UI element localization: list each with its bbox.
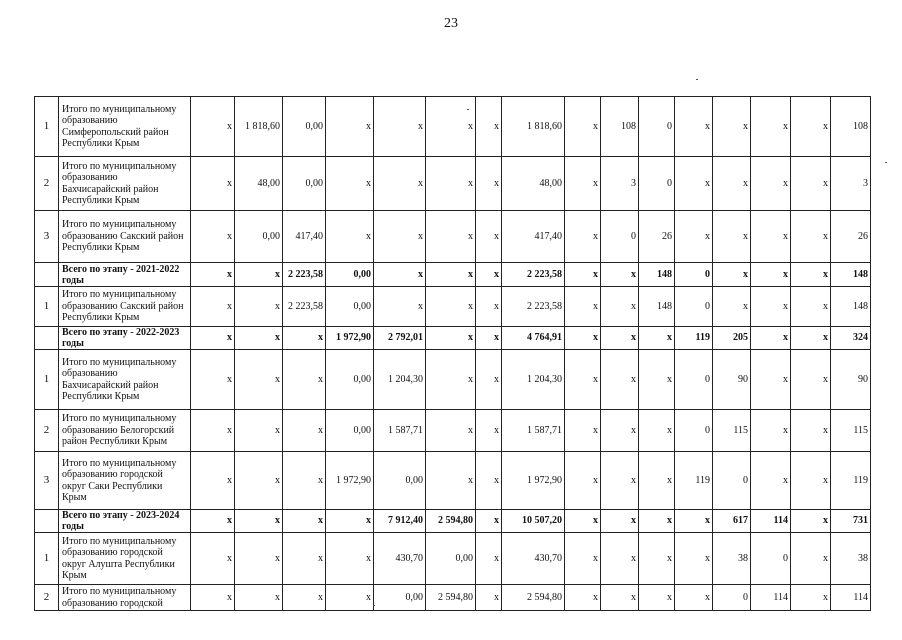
table-cell: x [326,585,374,611]
table-cell: 0 [675,287,713,327]
table-cell: x [374,211,426,263]
table-cell: 26 [831,211,871,263]
table-cell: x [713,157,751,211]
table-cell: 90 [831,350,871,410]
row-number: 3 [35,452,59,510]
table-cell: x [191,452,235,510]
table-cell: x [374,263,426,287]
row-name: Итого по муниципальному образованию городской [59,585,191,611]
row-name: Итого по муниципальному образованию городской округ Саки Республики Крым [59,452,191,510]
table-cell: 2 792,01 [374,327,426,350]
table-cell: 0 [675,410,713,452]
table-body [35,97,871,611]
table-cell: x [476,410,502,452]
table-row [35,350,871,410]
row-number: 1 [35,350,59,410]
table-cell: x [751,350,791,410]
table-cell: 119 [675,452,713,510]
table-cell: x [791,97,831,157]
table-cell: 3 [831,157,871,211]
table-row [35,97,871,157]
table-cell: x [601,533,639,585]
row-name: Итого по муниципальному образованию Сакский район Республики Крым [59,211,191,263]
table-cell: x [235,350,283,410]
table-cell: x [751,211,791,263]
table-cell: 26 [639,211,675,263]
row-number: 1 [35,287,59,327]
table-cell: 0,00 [326,287,374,327]
table-row [35,585,871,611]
table-cell: x [791,533,831,585]
table-cell: x [426,350,476,410]
table-cell: x [565,97,601,157]
table-row [35,452,871,510]
row-number [35,510,59,533]
table-cell: 0,00 [426,533,476,585]
table-row [35,287,871,327]
table-cell: x [601,350,639,410]
table-cell: x [191,350,235,410]
table-row [35,533,871,585]
table-cell: x [191,533,235,585]
table-cell: x [601,585,639,611]
table-cell: 119 [675,327,713,350]
table-cell: x [326,157,374,211]
table-cell: 1 818,60 [235,97,283,157]
table-cell: x [235,585,283,611]
table-cell: 0 [713,585,751,611]
table-cell: 0,00 [326,410,374,452]
table-cell: x [476,263,502,287]
table-cell: x [675,585,713,611]
table-cell: x [791,510,831,533]
table-cell: x [713,263,751,287]
row-number [35,263,59,287]
table-cell: 324 [831,327,871,350]
table-cell: x [426,97,476,157]
table-cell: x [565,410,601,452]
table-cell: x [283,585,326,611]
table-cell: x [565,211,601,263]
table-cell: x [191,287,235,327]
scan-speck [696,79,698,80]
table-cell: x [751,410,791,452]
row-name: Итого по муниципальному образованию Симферопольский район Республики Крым [59,97,191,157]
table-cell: 38 [831,533,871,585]
table-cell: x [426,211,476,263]
table-cell: 1 972,90 [502,452,565,510]
table-cell: 0,00 [326,263,374,287]
table-cell: x [476,350,502,410]
table-cell: x [191,510,235,533]
table-cell: x [565,533,601,585]
table-cell: x [283,350,326,410]
table-cell: x [791,410,831,452]
table-cell: 114 [751,585,791,611]
table-cell: 0,00 [283,157,326,211]
table-cell: x [283,533,326,585]
table-cell: 731 [831,510,871,533]
table-cell: 0,00 [374,585,426,611]
table-cell: 430,70 [374,533,426,585]
table-cell: x [565,157,601,211]
table-cell: x [601,287,639,327]
table-cell: 2 223,58 [283,287,326,327]
table-cell: x [601,452,639,510]
scan-speck [373,605,375,606]
table-cell: 115 [831,410,871,452]
row-name: Всего по этапу - 2023-2024 годы [59,510,191,533]
table-cell: x [791,585,831,611]
table-cell: 148 [639,287,675,327]
table-cell: x [476,327,502,350]
table-cell: 90 [713,350,751,410]
row-number: 2 [35,585,59,611]
table-cell: x [713,97,751,157]
table-cell: x [235,533,283,585]
table-cell: x [476,452,502,510]
table-cell: 1 587,71 [374,410,426,452]
page-number: 23 [444,16,458,31]
table-cell: 2 594,80 [502,585,565,611]
table-cell: x [326,211,374,263]
scan-speck [467,109,469,110]
table-cell: 2 223,58 [502,287,565,327]
row-number: 2 [35,410,59,452]
table-cell: x [426,327,476,350]
table-cell: x [601,410,639,452]
stage-total-row [35,510,871,533]
table-cell: x [235,410,283,452]
table-cell: x [191,97,235,157]
table-cell: x [639,585,675,611]
stage-total-row [35,263,871,287]
table-cell: x [476,211,502,263]
table-cell: 205 [713,327,751,350]
table-cell: x [601,327,639,350]
table-cell: 0 [675,263,713,287]
table-cell: x [326,510,374,533]
table-cell: x [639,452,675,510]
table-cell: 7 912,40 [374,510,426,533]
table-cell: 0 [601,211,639,263]
table-cell: x [476,157,502,211]
table-cell: 417,40 [502,211,565,263]
table-cell: x [601,510,639,533]
table-cell: x [791,287,831,327]
table-cell: x [639,410,675,452]
table-cell: x [639,510,675,533]
table-cell: 2 594,80 [426,510,476,533]
table-cell: x [426,410,476,452]
scan-speck [885,162,887,163]
table-cell: x [791,211,831,263]
table-cell: x [191,585,235,611]
table-cell: x [235,510,283,533]
table-cell: x [374,157,426,211]
row-name: Итого по муниципальному образованию Сакский район Республики Крым [59,287,191,327]
table-cell: 1 972,90 [326,452,374,510]
table-cell: 1 972,90 [326,327,374,350]
row-number [35,327,59,350]
table-cell: x [565,287,601,327]
table-cell: 108 [601,97,639,157]
table-cell: x [326,97,374,157]
table-cell: 10 507,20 [502,510,565,533]
table-cell: x [283,510,326,533]
table-cell: 0,00 [283,97,326,157]
table-cell: x [565,452,601,510]
table-cell: 1 587,71 [502,410,565,452]
table-cell: x [191,327,235,350]
table-cell: 0,00 [374,452,426,510]
table-cell: 0 [639,157,675,211]
table-cell: x [191,410,235,452]
table-cell: 0 [675,350,713,410]
table-cell: x [791,263,831,287]
table-cell: 0,00 [326,350,374,410]
table-cell: 119 [831,452,871,510]
table-cell: x [426,287,476,327]
table-cell: x [751,157,791,211]
table-cell: x [675,157,713,211]
table-cell: x [235,263,283,287]
table-cell: x [283,452,326,510]
table-row [35,211,871,263]
table-cell: x [601,263,639,287]
table-cell: x [235,452,283,510]
row-name: Всего по этапу - 2021-2022 годы [59,263,191,287]
table-cell: 1 204,30 [374,350,426,410]
table-cell: x [426,263,476,287]
table-cell: 617 [713,510,751,533]
table-cell: x [191,157,235,211]
table-cell: x [476,97,502,157]
table-cell: x [374,287,426,327]
table-cell: 114 [831,585,871,611]
table-cell: 148 [831,263,871,287]
table-cell: x [565,585,601,611]
table-cell: x [283,327,326,350]
row-number: 1 [35,533,59,585]
table-cell: x [191,211,235,263]
table-cell: x [639,350,675,410]
row-name: Итого по муниципальному образованию городской округ Алушта Республики Крым [59,533,191,585]
table-cell: 3 [601,157,639,211]
table-cell: x [476,585,502,611]
table-cell: x [374,97,426,157]
table-cell: 0 [639,97,675,157]
table-cell: x [713,211,751,263]
table-cell: 148 [831,287,871,327]
table-cell: x [791,452,831,510]
table-cell: 115 [713,410,751,452]
row-name: Всего по этапу - 2022-2023 годы [59,327,191,350]
table-cell: x [476,510,502,533]
table-cell: x [675,510,713,533]
data-table [34,96,871,611]
table-cell: 108 [831,97,871,157]
table-cell: x [235,327,283,350]
table-cell: 2 223,58 [283,263,326,287]
table-cell: x [426,452,476,510]
table-cell: 4 764,91 [502,327,565,350]
table-cell: x [675,211,713,263]
table-cell: x [191,263,235,287]
table-cell: x [565,350,601,410]
table-cell: x [751,452,791,510]
table-cell: 148 [639,263,675,287]
table-row [35,157,871,211]
table-cell: 0,00 [235,211,283,263]
row-name: Итого по муниципальному образованию Бахчисарайский район Республики Крым [59,350,191,410]
table-cell: x [235,287,283,327]
table-cell: 0 [751,533,791,585]
table-cell: x [476,533,502,585]
table-cell: 1 204,30 [502,350,565,410]
table-cell: 430,70 [502,533,565,585]
table-cell: 48,00 [502,157,565,211]
table-cell: 114 [751,510,791,533]
table-cell: x [751,97,791,157]
stage-total-row [35,327,871,350]
table-cell: 2 223,58 [502,263,565,287]
table-cell: x [283,410,326,452]
table-cell: 2 594,80 [426,585,476,611]
table-cell: x [639,327,675,350]
table-cell: x [751,327,791,350]
row-number: 2 [35,157,59,211]
table-cell: x [426,157,476,211]
table-cell: x [751,263,791,287]
table-cell: x [751,287,791,327]
table-row [35,410,871,452]
table-cell: x [791,157,831,211]
row-number: 3 [35,211,59,263]
table-cell: 417,40 [283,211,326,263]
table-cell: x [713,287,751,327]
row-name: Итого по муниципальному образованию Белогорский район Республики Крым [59,410,191,452]
table-cell: 38 [713,533,751,585]
table-cell: x [565,263,601,287]
table-cell: 1 818,60 [502,97,565,157]
table-cell: x [675,533,713,585]
table-cell: 48,00 [235,157,283,211]
table-cell: 0 [713,452,751,510]
table-cell: x [476,287,502,327]
table-cell: x [675,97,713,157]
table-cell: x [326,533,374,585]
table-cell: x [791,327,831,350]
table-cell: x [565,327,601,350]
row-name: Итого по муниципальному образованию Бахчисарайский район Республики Крым [59,157,191,211]
row-number: 1 [35,97,59,157]
table-cell: x [565,510,601,533]
table-cell: x [639,533,675,585]
table-cell: x [791,350,831,410]
